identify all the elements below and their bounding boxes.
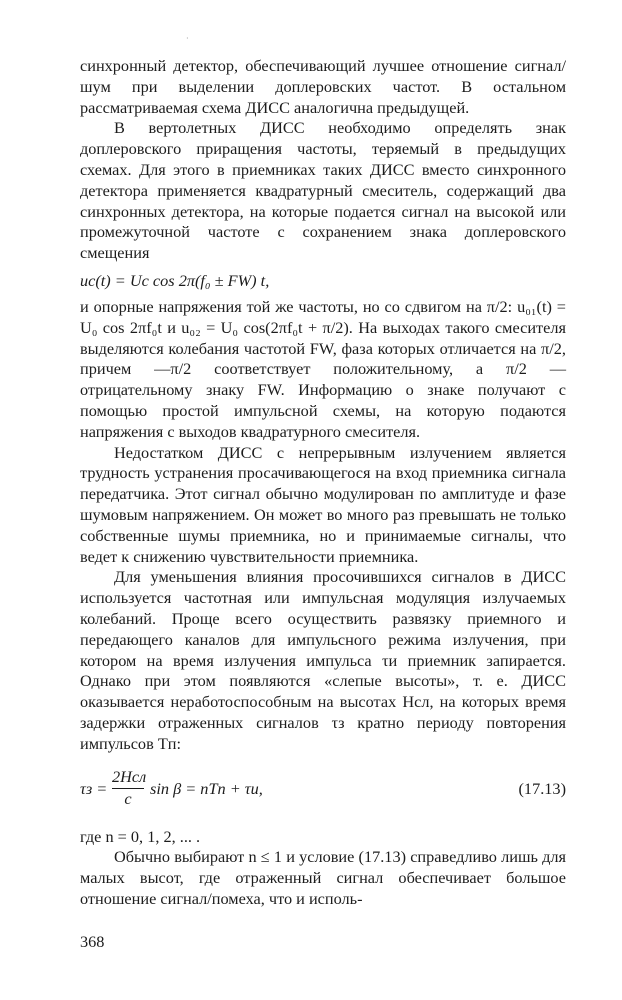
paragraph-continued: синхронный детектор, обеспечивающий лучшее отношение сигнал/шум при выделении доплеровских частот. В остальном рассматриваемая схема ДИСС аналогична предыдущей. [80,56,566,117]
paragraph-n-choice: Обычно выбирают n ≤ 1 и условие (17.13) справедливо лишь для малых высот, где отраженный сигнал обеспечивает большое отношение сигнал/помеха, что и исполь- [80,847,566,908]
paragraph-where-n: где n = 0, 1, 2, ... . [80,826,201,846]
paragraph-cw-drawback: Недостатком ДИСС с непрерывным излучением является трудность устранения просачивающегося на вход приемника сигнала передатчика. Этот сигнал обычно модулирован по амплитуде и фазе шумовым напряжением. Он может во много раз превышать не только собственные шумы приемника, но и принимаемые сигналы, что ведет к снижению чувствительности приемника. [80,442,566,566]
fraction-denominator: c [124,788,132,808]
signal-formula: uс(t) = Uс cos 2π(f₀ ± FW) t, [80,270,270,290]
page-number: 368 [80,932,105,951]
scan-speck: · [186,34,189,43]
paragraph-blind-heights: Для уменьшения влияния просочившихся сигналов в ДИСС используется частотная или импульсная модуляция излучаемых колебаний. Проще всего осуществить развязку приемного и передающего каналов для импульсного режима излучения, при котором на время излучения импульса τи приемник запирается. Однако при этом появляются «слепые высоты», т. е. ДИСС оказывается неработоспособным на высотах Hсл, на которых время задержки отраженных сигналов τз кратно периоду повторения импульсов Tп: [80,567,566,753]
paragraph-reference-voltages: и опорные напряжения той же частоты, но со сдвигом на π/2: u₀₁(t) = U₀ cos 2πf₀t и u₀₂ = U₀ cos(2πf₀t + π/2). На выходах такого смесителя выделяются колебания частотой FW, фаза которых отличается на π/2, причем —π/2 соответствует положительному, а π/2 — отрицательному знаку FW. Информацию о знаке получают с помощью простой импульсной схемы, на которую подаются напряжения с выходов квадратурного смесителя. [80,296,566,441]
equation-17-13 [80,767,566,817]
equation-lhs: τз = [80,778,108,798]
equation-number: (17.13) [518,778,566,798]
equation-rhs: sin β = nTп + τи, [150,778,263,798]
equation-fraction [112,766,147,809]
text-column [80,56,566,910]
paragraph-helicopter-diss: В вертолетных ДИСС необходимо определять знак доплеровского приращения частоты, теряемый в предыдущих схемах. Для этого в приемниках таких ДИСС вместо синхронного детектора применяется квадратурный смеситель, содержащий два синхронных детектора, на которые подается сигнал на высокой или промежуточной частоте с сохранением знака доплеровского смещения [80,118,566,263]
fraction-numerator: 2Hсл [112,767,144,789]
